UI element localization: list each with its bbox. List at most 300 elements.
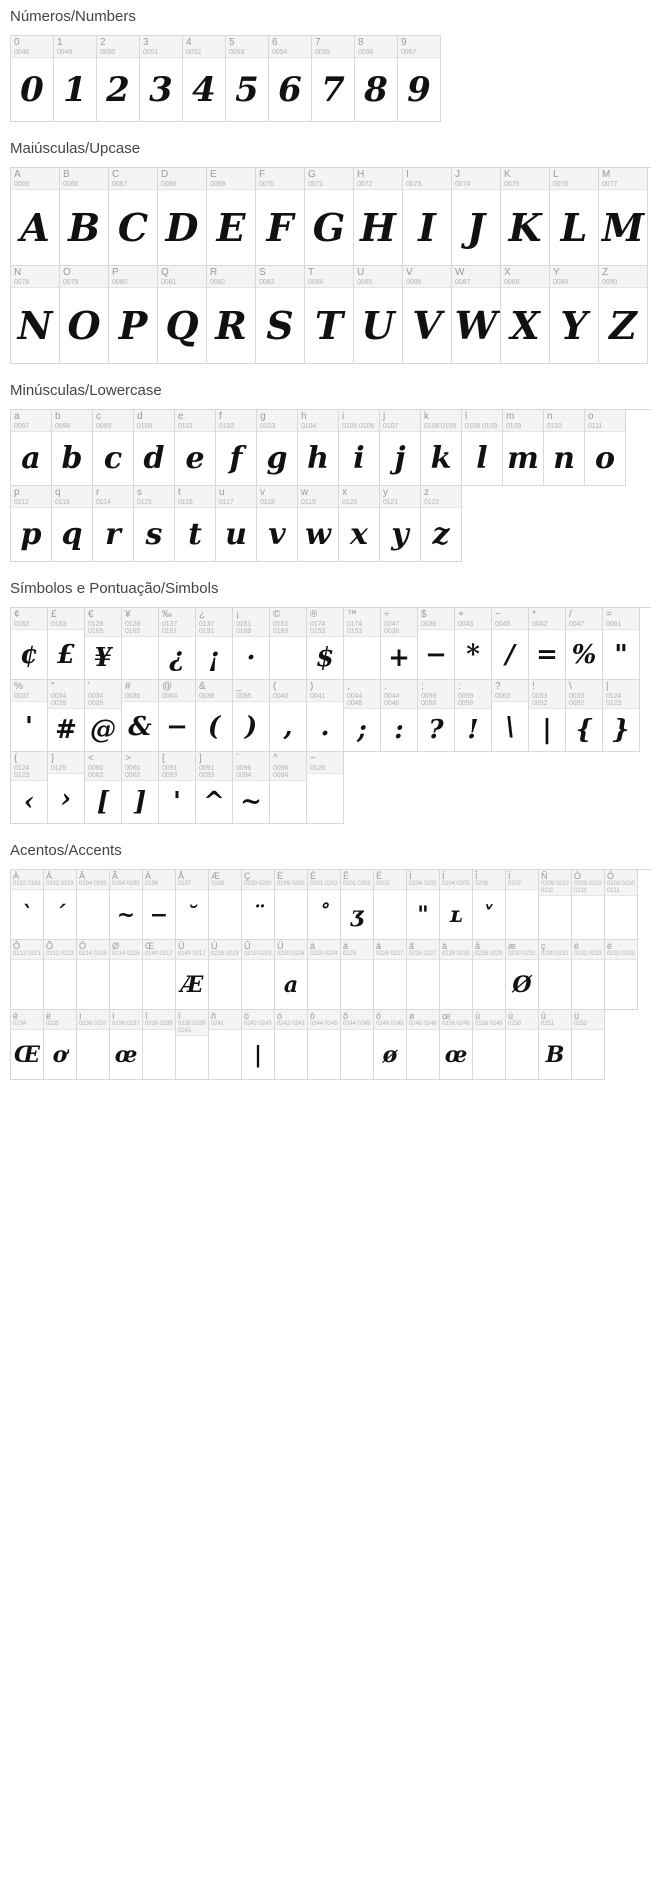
glyph-cell[interactable] <box>539 940 572 1010</box>
glyph-cell[interactable] <box>11 1010 44 1080</box>
glyph-code-label: 0095 <box>236 692 252 700</box>
glyph-preview: p <box>20 517 42 552</box>
glyph-char-label: å <box>475 941 481 951</box>
glyph-preview <box>374 960 406 1009</box>
glyph-cell[interactable] <box>54 36 97 122</box>
glyph-cell-header <box>11 1010 43 1030</box>
glyph-cell[interactable] <box>242 870 275 940</box>
glyph-char-label: l <box>465 411 468 422</box>
glyph-preview: O <box>67 303 101 348</box>
glyph-cell[interactable] <box>257 410 298 486</box>
glyph-char-label: B <box>63 169 70 180</box>
glyph-code-label: 0049 <box>57 48 73 56</box>
glyph-cell[interactable] <box>183 36 226 122</box>
glyph-cell[interactable] <box>176 870 209 940</box>
glyph-cell-header <box>216 486 256 508</box>
glyph-char-label: 7 <box>315 37 321 48</box>
glyph-cell[interactable] <box>275 1010 308 1080</box>
glyph-cell[interactable] <box>233 680 270 752</box>
glyph-cell-header <box>492 680 528 702</box>
glyph-code-label: 0084 <box>308 278 324 286</box>
glyph-code-label: 0060 0062 <box>125 764 141 779</box>
glyph-cell[interactable] <box>209 940 242 1010</box>
glyph-preview: ʟ <box>449 901 463 928</box>
glyph-cell[interactable] <box>159 608 196 680</box>
glyph-cell[interactable] <box>307 608 344 680</box>
glyph-cell[interactable] <box>599 266 648 364</box>
glyph-cell-header <box>159 752 195 781</box>
glyph-char-label: ø <box>409 1011 415 1021</box>
glyph-cell[interactable] <box>492 608 529 680</box>
glyph-char-label: ® <box>310 609 318 620</box>
glyph-code-label: 0036 <box>421 620 437 628</box>
glyph-char-label: Q <box>161 267 169 278</box>
glyph-cell[interactable] <box>407 1010 440 1080</box>
glyph-cell-header <box>403 266 451 288</box>
glyph-code-label: 0204 0205 <box>409 881 437 888</box>
glyph-cell[interactable] <box>176 1010 209 1080</box>
glyph-cell-header <box>418 680 454 709</box>
glyph-cell[interactable] <box>44 1010 77 1080</box>
glyph-char-label: ^ <box>273 753 278 764</box>
glyph-cell[interactable] <box>603 608 640 680</box>
glyph-preview: ˚ <box>318 901 330 928</box>
glyph-code-label: 0053 <box>229 48 245 56</box>
glyph-cell-header <box>48 608 84 630</box>
glyph-cell[interactable] <box>585 410 626 486</box>
glyph-cell[interactable] <box>134 410 175 486</box>
glyph-cell[interactable] <box>207 266 256 364</box>
glyph-cell-header <box>52 486 92 508</box>
glyph-cell[interactable] <box>196 680 233 752</box>
glyph-code-label: 0203 <box>376 881 389 888</box>
glyph-cell[interactable] <box>341 940 374 1010</box>
glyph-cell[interactable] <box>506 1010 539 1080</box>
glyph-char-label: ã <box>409 941 415 951</box>
glyph-cell-header <box>176 1010 208 1036</box>
glyph-preview <box>572 1030 604 1079</box>
glyph-cell-header <box>455 608 491 630</box>
glyph-char-label: â <box>376 941 382 951</box>
glyph-cell-header <box>275 940 307 960</box>
glyph-preview: U <box>361 303 395 348</box>
glyph-code-label: 0192 0193 <box>46 881 74 888</box>
glyph-cell[interactable] <box>11 410 52 486</box>
glyph-char-label: { <box>14 753 18 764</box>
glyph-cell[interactable] <box>97 36 140 122</box>
glyph-cell[interactable] <box>380 486 421 562</box>
glyph-cell[interactable] <box>52 486 93 562</box>
glyph-cell[interactable] <box>529 608 566 680</box>
glyph-cell[interactable] <box>216 410 257 486</box>
glyph-cell[interactable] <box>110 940 143 1010</box>
glyph-cell[interactable] <box>48 752 85 824</box>
glyph-code-label: 0069 <box>210 180 226 188</box>
glyph-cell[interactable] <box>209 870 242 940</box>
glyph-char-label: E <box>210 169 217 180</box>
glyph-preview: T <box>314 303 344 348</box>
glyph-cell[interactable] <box>506 940 539 1010</box>
glyph-cell[interactable] <box>374 870 407 940</box>
glyph-cell[interactable] <box>455 608 492 680</box>
glyph-cell[interactable] <box>270 752 307 824</box>
glyph-cell[interactable] <box>93 486 134 562</box>
glyph-code-label: 0242 0243 <box>244 1021 272 1028</box>
glyph-cell-header <box>550 168 598 190</box>
glyph-code-label: 0100 <box>137 422 153 430</box>
glyph-code-label: 0048 <box>14 48 30 56</box>
glyph-cell[interactable] <box>270 608 307 680</box>
glyph-cell[interactable] <box>381 680 418 752</box>
glyph-cell[interactable] <box>374 1010 407 1080</box>
glyph-cell[interactable] <box>492 680 529 752</box>
glyph-code-label: 0037 <box>14 692 30 700</box>
glyph-cell[interactable] <box>143 870 176 940</box>
glyph-preview: " <box>614 639 628 670</box>
glyph-cell[interactable] <box>175 486 216 562</box>
glyph-preview: › <box>60 783 72 814</box>
glyph-char-label: T <box>308 267 315 278</box>
glyph-cell[interactable] <box>110 1010 143 1080</box>
glyph-cell[interactable] <box>11 36 54 122</box>
glyph-cell[interactable] <box>44 940 77 1010</box>
glyph-cell[interactable] <box>48 680 85 752</box>
glyph-cell[interactable] <box>605 940 638 1010</box>
glyph-cell[interactable] <box>455 680 492 752</box>
glyph-cell[interactable] <box>11 940 44 1010</box>
glyph-cell[interactable] <box>421 410 462 486</box>
glyph-cell[interactable] <box>308 870 341 940</box>
glyph-cell[interactable] <box>11 680 48 752</box>
glyph-char-label: ú <box>508 1011 514 1021</box>
glyph-cell[interactable] <box>503 410 544 486</box>
glyph-cell[interactable] <box>159 680 196 752</box>
glyph-cell[interactable] <box>380 410 421 486</box>
glyph-cell[interactable] <box>175 410 216 486</box>
glyph-cell[interactable] <box>110 870 143 940</box>
glyph-cell[interactable] <box>381 608 418 680</box>
glyph-cell[interactable] <box>77 940 110 1010</box>
glyph-code-label: 0230 0231 <box>541 951 569 958</box>
glyph-cell[interactable] <box>539 870 572 940</box>
glyph-code-label: 0080 <box>112 278 128 286</box>
glyph-cell[interactable] <box>308 940 341 1010</box>
glyph-cell[interactable] <box>196 608 233 680</box>
glyph-cell[interactable] <box>275 940 308 1010</box>
glyph-cell[interactable] <box>93 410 134 486</box>
glyph-code-label: 0226 0227 <box>376 951 404 958</box>
glyph-cell[interactable] <box>226 36 269 122</box>
glyph-code-label: 0067 <box>112 180 128 188</box>
glyph-cell-header <box>109 266 157 288</box>
glyph-cell[interactable] <box>270 680 307 752</box>
glyph-char-label: Ó <box>607 871 615 881</box>
glyph-cell[interactable] <box>407 940 440 1010</box>
glyph-code-label: 0107 <box>383 422 399 430</box>
glyph-preview: H <box>360 205 396 250</box>
glyph-cell-header <box>407 870 439 890</box>
glyph-char-label: Œ <box>145 941 154 951</box>
glyph-cell[interactable] <box>312 36 355 122</box>
glyph-cell[interactable] <box>473 870 506 940</box>
glyph-preview: " <box>417 901 429 928</box>
glyph-code-label: 0244 0245 <box>310 1021 338 1028</box>
glyph-cell[interactable] <box>233 608 270 680</box>
glyph-preview: Y <box>560 303 588 348</box>
glyph-cell[interactable] <box>403 168 452 266</box>
glyph-cell[interactable] <box>407 870 440 940</box>
glyph-cell[interactable] <box>307 752 344 824</box>
glyph-char-label: W <box>455 267 465 278</box>
glyph-cell[interactable] <box>403 266 452 364</box>
glyph-cell-header <box>506 1010 538 1030</box>
glyph-cell-header <box>355 36 397 58</box>
glyph-cell[interactable] <box>344 680 381 752</box>
glyph-grid <box>10 167 651 364</box>
glyph-cell-header <box>176 940 208 960</box>
glyph-cell[interactable] <box>196 752 233 824</box>
glyph-cell[interactable] <box>572 1010 605 1080</box>
glyph-char-label: £ <box>51 609 57 620</box>
glyph-cell[interactable] <box>11 168 60 266</box>
glyph-code-label: 0140 0217 <box>145 951 173 958</box>
glyph-cell[interactable] <box>506 870 539 940</box>
glyph-preview: 5 <box>235 69 259 110</box>
glyph-cell[interactable] <box>60 168 109 266</box>
glyph-code-label: 0059 0058 <box>421 692 437 707</box>
glyph-cell[interactable] <box>572 870 605 940</box>
glyph-char-label: = <box>606 609 612 620</box>
glyph-cell[interactable] <box>143 1010 176 1080</box>
glyph-cell[interactable] <box>605 870 638 940</box>
glyph-cell[interactable] <box>452 266 501 364</box>
glyph-cell[interactable] <box>418 608 455 680</box>
glyph-cell-header <box>11 266 59 288</box>
glyph-preview: ~ <box>240 787 262 818</box>
glyph-code-label: 0097 <box>14 422 30 430</box>
glyph-cell[interactable] <box>85 608 122 680</box>
glyph-cell[interactable] <box>440 870 473 940</box>
glyph-char-label: Ú <box>211 941 218 951</box>
glyph-cell[interactable] <box>341 870 374 940</box>
glyph-cell[interactable] <box>140 36 183 122</box>
glyph-char-label: ü <box>574 1011 580 1021</box>
glyph-cell-header <box>539 1010 571 1030</box>
glyph-cell[interactable] <box>256 266 305 364</box>
glyph-char-label: v <box>260 487 265 498</box>
glyph-cell[interactable] <box>339 410 380 486</box>
glyph-cell[interactable] <box>275 870 308 940</box>
glyph-cell[interactable] <box>242 1010 275 1080</box>
glyph-preview <box>270 637 306 679</box>
glyph-cell[interactable] <box>566 680 603 752</box>
glyph-cell[interactable] <box>143 940 176 1010</box>
glyph-cell[interactable] <box>566 608 603 680</box>
glyph-cell[interactable] <box>159 752 196 824</box>
glyph-char-label: ¡ <box>236 609 240 620</box>
glyph-cell[interactable] <box>233 752 270 824</box>
glyph-code-label: 0071 <box>308 180 324 188</box>
glyph-cell[interactable] <box>85 680 122 752</box>
glyph-cell[interactable] <box>473 1010 506 1080</box>
glyph-preview: ø <box>382 1041 398 1068</box>
glyph-cell[interactable] <box>60 266 109 364</box>
glyph-char-label: 5 <box>229 37 235 48</box>
glyph-cell[interactable] <box>122 752 159 824</box>
glyph-cell[interactable] <box>11 752 48 824</box>
glyph-cell[interactable] <box>341 1010 374 1080</box>
glyph-char-label: ? <box>495 681 501 692</box>
glyph-char-label: Ñ <box>541 871 548 881</box>
glyph-cell[interactable] <box>501 266 550 364</box>
glyph-cell-header <box>380 486 420 508</box>
glyph-char-label: Ò <box>574 871 582 881</box>
glyph-cell[interactable] <box>11 608 48 680</box>
glyph-code-label: 0220 0224 <box>277 951 305 958</box>
glyph-cell[interactable] <box>207 168 256 266</box>
glyph-cell[interactable] <box>298 486 339 562</box>
glyph-cell[interactable] <box>603 680 640 752</box>
glyph-code-label: 0068 <box>161 180 177 188</box>
glyph-cell[interactable] <box>256 168 305 266</box>
glyph-cell-header <box>85 680 121 709</box>
glyph-cell[interactable] <box>305 168 354 266</box>
glyph-cell[interactable] <box>572 940 605 1010</box>
glyph-preview: . <box>320 711 330 742</box>
glyph-cell[interactable] <box>355 36 398 122</box>
glyph-preview: { <box>575 715 593 746</box>
glyph-cell[interactable] <box>440 940 473 1010</box>
glyph-code-label: 0073 <box>406 180 422 188</box>
glyph-char-label: b <box>55 411 61 422</box>
glyph-cell[interactable] <box>354 266 403 364</box>
glyph-cell-header <box>380 410 420 432</box>
glyph-cell[interactable] <box>473 940 506 1010</box>
glyph-cell-header <box>209 870 241 890</box>
glyph-cell-header <box>226 36 268 58</box>
glyph-cell[interactable] <box>440 1010 473 1080</box>
glyph-cell[interactable] <box>308 1010 341 1080</box>
glyph-char-label: ( <box>273 681 277 692</box>
glyph-cell[interactable] <box>242 940 275 1010</box>
glyph-cell[interactable] <box>77 870 110 940</box>
glyph-code-label: 0056 <box>358 48 374 56</box>
glyph-cell[interactable] <box>374 940 407 1010</box>
glyph-preview: i <box>353 441 365 476</box>
glyph-cell-header <box>11 940 43 960</box>
glyph-cell-header <box>196 752 232 781</box>
glyph-cell[interactable] <box>209 1010 242 1080</box>
glyph-cell[interactable] <box>122 608 159 680</box>
glyph-code-label: 0252 <box>574 1021 587 1028</box>
glyph-char-label: / <box>569 609 572 620</box>
glyph-cell[interactable] <box>529 680 566 752</box>
glyph-char-label: Í <box>442 871 445 881</box>
glyph-cell-header <box>52 410 92 432</box>
glyph-cell[interactable] <box>398 36 441 122</box>
glyph-cell[interactable] <box>109 168 158 266</box>
glyph-char-label: ï <box>178 1011 181 1021</box>
glyph-cell[interactable] <box>52 410 93 486</box>
glyph-cell[interactable] <box>462 410 503 486</box>
glyph-cell[interactable] <box>85 752 122 824</box>
glyph-code-label: 0247 0036 <box>384 620 400 635</box>
glyph-cell[interactable] <box>11 870 44 940</box>
glyph-cell[interactable] <box>305 266 354 364</box>
glyph-cell[interactable] <box>539 1010 572 1080</box>
glyph-cell[interactable] <box>550 266 599 364</box>
glyph-cell[interactable] <box>134 486 175 562</box>
glyph-code-label: 0063 <box>495 692 511 700</box>
glyph-cell[interactable] <box>421 486 462 562</box>
glyph-cell-header <box>159 608 195 637</box>
glyph-cell[interactable] <box>176 940 209 1010</box>
glyph-cell[interactable] <box>122 680 159 752</box>
glyph-preview: K <box>508 205 542 250</box>
glyph-cell-header <box>140 36 182 58</box>
glyph-cell[interactable] <box>418 680 455 752</box>
glyph-cell[interactable] <box>344 608 381 680</box>
glyph-cell[interactable] <box>544 410 585 486</box>
glyph-preview <box>176 1036 208 1079</box>
glyph-cell[interactable] <box>158 266 207 364</box>
glyph-code-label: 0214 0216 <box>112 951 140 958</box>
glyph-cell[interactable] <box>11 486 52 562</box>
glyph-preview <box>473 960 505 1009</box>
glyph-cell[interactable] <box>307 680 344 752</box>
glyph-cell[interactable] <box>452 168 501 266</box>
glyph-cell-header <box>60 266 108 288</box>
glyph-code-label: 0196 <box>145 881 158 888</box>
glyph-cell[interactable] <box>109 266 158 364</box>
glyph-cell-header <box>421 486 461 508</box>
glyph-cell[interactable] <box>257 486 298 562</box>
glyph-char-label: H <box>357 169 365 180</box>
glyph-code-label: 0199 0200 <box>277 881 305 888</box>
glyph-cell[interactable] <box>354 168 403 266</box>
glyph-char-label: È <box>277 871 284 881</box>
glyph-cell[interactable] <box>44 870 77 940</box>
glyph-preview: S <box>266 303 294 348</box>
glyph-cell[interactable] <box>48 608 85 680</box>
glyph-cell[interactable] <box>269 36 312 122</box>
glyph-cell[interactable] <box>339 486 380 562</box>
glyph-code-label: 0209 0210 0211 <box>541 881 569 894</box>
glyph-cell[interactable] <box>11 266 60 364</box>
glyph-char-label: Å <box>178 871 185 881</box>
glyph-cell[interactable] <box>550 168 599 266</box>
glyph-preview: c <box>103 441 123 476</box>
glyph-cell[interactable] <box>77 1010 110 1080</box>
glyph-preview: } <box>612 715 630 746</box>
glyph-cell-header <box>159 680 195 702</box>
glyph-code-label: 0116 <box>178 498 193 506</box>
glyph-char-label: ! <box>532 681 535 692</box>
glyph-cell[interactable] <box>501 168 550 266</box>
glyph-cell[interactable] <box>298 410 339 486</box>
glyph-cell[interactable] <box>158 168 207 266</box>
glyph-code-label: 0081 <box>161 278 177 286</box>
glyph-preview <box>77 1030 109 1079</box>
glyph-cell-header <box>312 36 354 58</box>
glyph-char-label: ì <box>79 1011 82 1021</box>
glyph-code-label: 0045 <box>495 620 511 628</box>
glyph-char-label: 6 <box>272 37 278 48</box>
glyph-cell[interactable] <box>216 486 257 562</box>
glyph-cell[interactable] <box>599 168 648 266</box>
glyph-preview: v <box>268 517 286 552</box>
glyph-preview <box>341 1030 373 1079</box>
